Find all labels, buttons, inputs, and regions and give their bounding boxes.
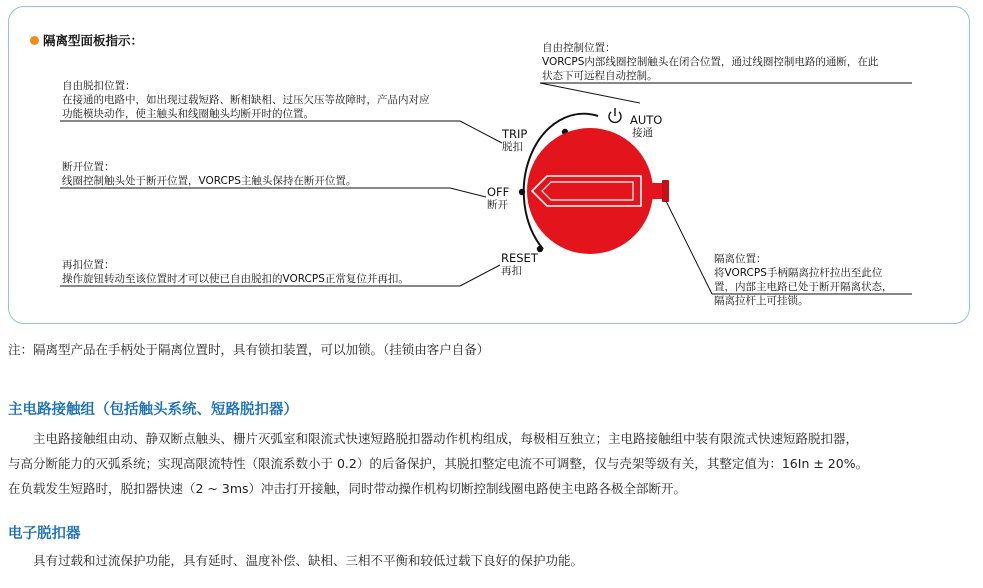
auto-annotation [542, 41, 878, 83]
dial-reset-label: RESET [501, 251, 538, 265]
dial-reset-cn-label: 再扣 [501, 265, 522, 277]
reset-annotation-title: 再扣位置： [62, 259, 115, 271]
reset-annotation [62, 258, 409, 286]
off-dot [519, 189, 525, 195]
trip-annotation-title: 自由脱扣位置： [62, 80, 136, 92]
auto-annotation-line: 状态下可远程自动控制。 [542, 70, 658, 82]
paragraph-line: 主电路接触组由动、静双断点触头、栅片灭弧室和限流式快速短路脱扣器动作机构组成，每极相互独立；主电路接触组中装有限流式快速短路脱扣器， [8, 431, 859, 446]
section-heading-main-contact: 主电路接触组（包括触头系统、短路脱扣器） [8, 402, 298, 418]
isolation-pull-rod-end [662, 180, 669, 202]
dial-trip-label: TRIP [502, 127, 528, 141]
dial-trip-cn-label: 脱扣 [502, 141, 523, 153]
dial-off-label: OFF [487, 185, 510, 199]
isolate-annotation-line: 隔离拉杆上可挂锁。 [714, 295, 809, 307]
off-annotation-title: 断开位置： [62, 161, 115, 173]
auto-annotation-title: 自由控制位置： [542, 42, 616, 54]
isolate-annotation-title: 隔离位置： [714, 253, 767, 265]
trip-annotation-line: 功能模块动作，使主触头和线圈触头均断开时的位置。 [62, 108, 314, 120]
reset-annotation-line: 操作旋钮转动至该位置时才可以使已自由脱扣的VORCPS正常复位并再扣。 [62, 273, 409, 285]
isolate-annotation-line: 置，内部主电路已处于断开隔离状态， [714, 281, 893, 293]
paragraph-line: 在负载发生短路时，脱扣器快速（2 ~ 3ms）冲击打开接触，同时带动操作机构切断控制线圈电路使主电路各极全部断开。 [8, 481, 687, 496]
isolate-annotation-line: 将VORCPS手柄隔离拉杆拉出至此位 [714, 267, 883, 279]
lock-note: 注：隔离型产品在手柄处于隔离位置时，具有锁扣装置，可以加锁。（挂锁由客户自备） [8, 342, 490, 357]
rotary-knob [527, 128, 653, 254]
off-annotation [62, 160, 356, 188]
panel-title-text: 隔离型面板指示： [43, 33, 144, 48]
trip-annotation-line: 在接通的电路中，如出现过载短路、断相缺相、过压欠压等故障时，产品内对应 [62, 94, 430, 106]
section-heading-electronic-trip: 电子脱扣器 [8, 526, 81, 542]
off-annotation-line: 线圈控制触头处于断开位置，VORCPS主触头保持在断开位置。 [62, 175, 357, 187]
dial-off-cn-label: 断开 [487, 199, 508, 211]
paragraph-line: 具有过载和过流保护功能，具有延时、温度补偿、缺相、三相不平衡和较低过载下良好的保护功能。 [8, 553, 584, 568]
power-icon [609, 108, 621, 122]
trip-annotation [62, 79, 430, 121]
isolate-annotation [714, 252, 893, 308]
section-body-main-contact [8, 426, 974, 501]
paragraph-line: 与高分断能力的灭弧系统；实现高限流特性（限流系数小于 0.2）的后备保护，其脱扣整定电流不可调整，仅与壳架等级有关，其整定值为：16In ± 20%。 [8, 456, 869, 471]
auto-annotation-line: VORCPS内部线圈控制触头在闭合位置，通过线圈控制电路的通断，在此 [542, 56, 879, 68]
dial-auto-label: AUTO [630, 113, 663, 127]
section-body-electronic-trip [8, 548, 974, 573]
dial-auto-cn-label: 接通 [632, 127, 653, 139]
